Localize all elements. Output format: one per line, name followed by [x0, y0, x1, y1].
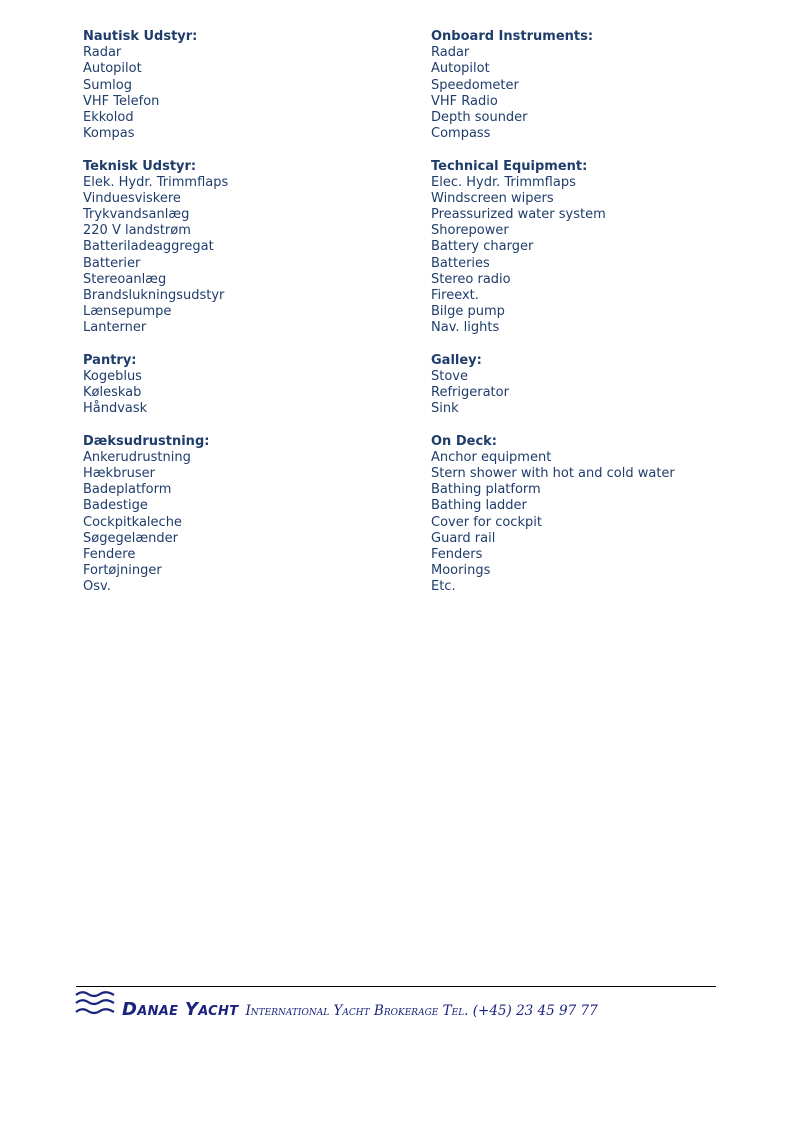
list-item: Fenders	[431, 547, 483, 562]
list-item: Trykvandsanlæg	[83, 207, 190, 223]
section-heading: Dæksudrustning:	[83, 433, 210, 449]
english-equipment-column	[431, 29, 731, 612]
list-item: Etc.	[431, 579, 456, 595]
list-item: Radar	[431, 45, 470, 61]
list-item: Ankerudrustning	[83, 449, 191, 465]
section-heading: Pantry:	[83, 352, 137, 368]
list-item: Køleskab	[83, 385, 142, 401]
list-item: Battery charger	[431, 239, 534, 255]
list-item: Stern shower with hot and cold water	[431, 466, 675, 482]
list-item: VHF Radio	[431, 93, 498, 109]
footer-divider	[76, 986, 716, 987]
section-pantry	[83, 353, 413, 418]
list-item: Badestige	[83, 498, 148, 514]
footer-tagline: International Yacht Brokerage Tel. (+45) 23 45 97 77	[245, 1003, 598, 1019]
list-item: Cover for cockpit	[431, 514, 542, 530]
danish-equipment-column	[83, 29, 413, 612]
list-item: Cockpitkaleche	[83, 514, 182, 530]
list-item: Lanterner	[83, 320, 147, 336]
list-item: Batteriladeaggregat	[83, 239, 214, 255]
section-nautisk-udstyr	[83, 29, 413, 142]
list-item: Windscreen wipers	[431, 190, 554, 206]
section-teknisk-udstyr	[83, 159, 413, 337]
list-item: Shorepower	[431, 223, 509, 239]
list-item: Batteries	[431, 255, 490, 271]
list-item: Radar	[83, 45, 122, 61]
list-item: VHF Telefon	[83, 93, 160, 109]
list-item: Stove	[431, 368, 468, 384]
list-item: Autopilot	[83, 61, 142, 77]
section-galley	[431, 353, 731, 418]
list-item: Brandslukningsudstyr	[83, 288, 225, 303]
list-item: Bilge pump	[431, 304, 505, 320]
section-daeksudrustning	[83, 434, 413, 596]
list-item: Lænsepumpe	[83, 304, 172, 320]
list-item: Ekkolod	[83, 109, 134, 125]
section-heading: Technical Equipment:	[431, 158, 588, 174]
list-item: Elek. Hydr. Trimmflaps	[83, 174, 229, 190]
section-heading: Galley:	[431, 352, 482, 368]
list-item: Fendere	[83, 547, 136, 562]
list-item: Søgegelænder	[83, 530, 178, 546]
list-item: Depth sounder	[431, 109, 528, 125]
list-item: Nav. lights	[431, 320, 500, 336]
list-item: Fortøjninger	[83, 563, 162, 579]
section-onboard-instruments	[431, 29, 731, 142]
section-technical-equipment	[431, 159, 731, 337]
footer-branding	[122, 999, 598, 1020]
section-heading: On Deck:	[431, 433, 497, 449]
list-item: 220 V landstrøm	[83, 223, 191, 239]
list-item: Refrigerator	[431, 385, 509, 401]
list-item: Preassurized water system	[431, 207, 606, 223]
list-item: Moorings	[431, 563, 491, 579]
list-item: Elec. Hydr. Trimmflaps	[431, 174, 576, 190]
list-item: Vinduesviskere	[83, 190, 181, 206]
list-item: Stereoanlæg	[83, 271, 167, 287]
list-item: Stereo radio	[431, 271, 511, 287]
list-item: Batterier	[83, 255, 141, 271]
list-item: Guard rail	[431, 530, 496, 546]
list-item: Autopilot	[431, 61, 490, 77]
list-item: Badeplatform	[83, 482, 172, 498]
section-heading: Teknisk Udstyr:	[83, 158, 197, 174]
list-item: Kogeblus	[83, 368, 142, 384]
list-item: Osv.	[83, 579, 111, 595]
section-on-deck	[431, 434, 731, 596]
waves-logo-icon	[74, 989, 116, 1017]
list-item: Speedometer	[431, 77, 519, 93]
list-item: Fireext.	[431, 288, 479, 303]
list-item: Anchor equipment	[431, 449, 552, 465]
list-item: Sink	[431, 401, 459, 417]
list-item: Håndvask	[83, 401, 148, 417]
list-item: Kompas	[83, 126, 135, 142]
list-item: Sumlog	[83, 77, 132, 93]
section-heading: Nautisk Udstyr:	[83, 29, 198, 44]
list-item: Hækbruser	[83, 466, 156, 482]
list-item: Bathing platform	[431, 482, 541, 498]
brand-name: Danae Yacht	[122, 999, 239, 1020]
section-heading: Onboard Instruments:	[431, 29, 594, 44]
list-item: Bathing ladder	[431, 498, 527, 514]
list-item: Compass	[431, 126, 491, 142]
